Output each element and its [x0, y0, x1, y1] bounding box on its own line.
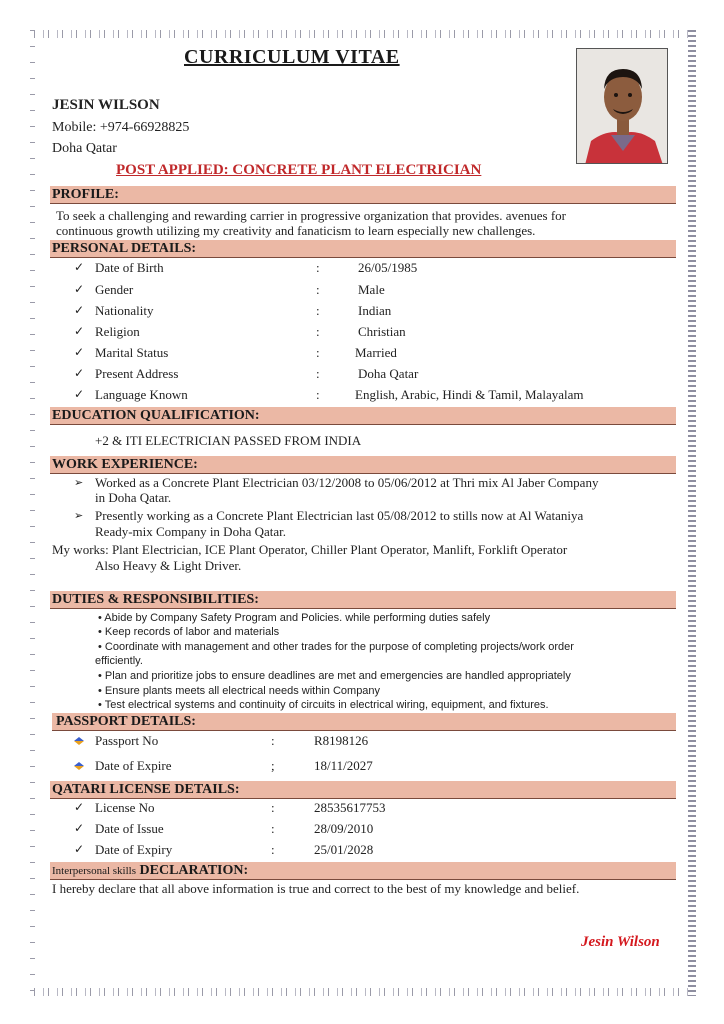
declaration-title: DECLARATION: — [139, 863, 249, 878]
row-colon: : — [271, 821, 275, 836]
personal-row-marital-status — [0, 345, 724, 365]
passport-row-expire — [0, 758, 724, 778]
diamond-bullet-icon — [74, 737, 84, 745]
duty-item: • Test electrical systems and continuity of circuits in electrical wiring, equipment, and fixtures. — [98, 699, 549, 711]
license-row-expiry — [0, 842, 724, 862]
checkmark-icon: ✓ — [74, 260, 85, 274]
row-value: 28535617753 — [314, 800, 386, 815]
checkmark-icon: ✓ — [74, 387, 85, 401]
row-colon: : — [316, 387, 320, 402]
checkmark-icon: ✓ — [74, 366, 85, 380]
row-label: Date of Birth — [95, 260, 164, 275]
row-label: Gender — [95, 282, 134, 297]
row-value: 18/11/2027 — [314, 758, 373, 773]
checkmark-icon: ✓ — [74, 842, 85, 856]
declaration-prefix: Interpersonal skills — [52, 865, 137, 877]
row-colon: : — [271, 842, 275, 857]
profile-line-2: continuous growth utilizing my creativity and fanaticism to learn especially new challenges. — [56, 223, 536, 238]
work-item-1-line-2: in Doha Qatar. — [95, 490, 172, 505]
declaration-text: I hereby declare that all above information is true and correct to the best of my knowledge and belief. — [52, 881, 580, 896]
row-value: R8198126 — [314, 733, 369, 748]
personal-row-dob — [0, 260, 724, 280]
row-label: Date of Issue — [95, 821, 164, 836]
row-colon: : — [316, 260, 320, 275]
section-passport-heading: PASSPORT DETAILS: — [52, 713, 676, 731]
arrow-bullet-icon: ➢ — [74, 509, 84, 522]
row-colon: : — [271, 800, 275, 815]
checkmark-icon: ✓ — [74, 324, 85, 338]
row-value: Indian — [358, 303, 392, 318]
row-colon: : — [316, 303, 320, 318]
checkmark-icon: ✓ — [74, 821, 85, 835]
signature: Jesin Wilson — [581, 934, 660, 950]
duty-item: • Abide by Company Safety Program and Policies. while performing duties safely — [98, 612, 491, 624]
row-label: Date of Expire — [95, 758, 172, 773]
section-duties-heading: DUTIES & RESPONSIBILITIES: — [50, 591, 676, 609]
city: Doha Qatar — [52, 141, 117, 156]
diamond-bullet-icon — [74, 762, 84, 770]
license-row-number — [0, 800, 724, 820]
duty-item-continued: efficiently. — [95, 655, 143, 667]
works-line-2: Also Heavy & Light Driver. — [95, 558, 242, 573]
row-value: Doha Qatar — [358, 366, 419, 381]
works-line-1: My works: Plant Electrician, ICE Plant Operator, Chiller Plant Operator, Manlift, Forklift Operator — [52, 542, 568, 557]
row-value: English, Arabic, Hindi & Tamil, Malayalam — [355, 387, 584, 402]
checkmark-icon: ✓ — [74, 345, 85, 359]
row-colon: ; — [271, 758, 275, 773]
row-colon: : — [316, 324, 320, 339]
checkmark-icon: ✓ — [74, 303, 85, 317]
personal-row-nationality — [0, 303, 724, 323]
personal-row-address — [0, 366, 724, 386]
candidate-name: JESIN WILSON — [52, 97, 160, 113]
row-value: 25/01/2028 — [314, 842, 374, 857]
row-label: Nationality — [95, 303, 154, 318]
section-work-heading: WORK EXPERIENCE: — [50, 456, 676, 474]
checkmark-icon: ✓ — [74, 800, 85, 814]
row-label: Marital Status — [95, 345, 169, 360]
row-value: 28/09/2010 — [314, 821, 374, 836]
row-value: Male — [358, 282, 385, 297]
education-line: +2 & ITI ELECTRICIAN PASSED FROM INDIA — [95, 433, 362, 448]
duty-item: • Ensure plants meets all electrical needs within Company — [98, 685, 381, 697]
profile-line-1: To seek a challenging and rewarding carrier in progressive organization that provides. avenues for — [56, 208, 566, 223]
row-value: Christian — [358, 324, 406, 339]
row-label: Date of Expiry — [95, 842, 173, 857]
row-label: License No — [95, 800, 155, 815]
row-colon: : — [316, 345, 320, 360]
duty-item: • Coordinate with management and other trades for the purpose of completing projects/work order — [98, 641, 574, 653]
work-item-1-line-1: Worked as a Concrete Plant Electrician 03/12/2008 to 05/06/2012 at Thri mix Al Jaber Company — [95, 475, 599, 490]
profile-photo — [576, 48, 668, 164]
personal-row-gender — [0, 282, 724, 302]
row-colon: : — [316, 282, 320, 297]
page-border-top — [34, 30, 692, 38]
personal-row-religion — [0, 324, 724, 344]
row-value: Married — [355, 345, 397, 360]
row-colon: : — [316, 366, 320, 381]
row-label: Present Address — [95, 366, 179, 381]
row-label: Passport No — [95, 733, 159, 748]
row-colon: : — [271, 733, 275, 748]
section-profile-heading: PROFILE: — [50, 186, 676, 204]
section-license-heading: QATARI LICENSE DETAILS: — [50, 781, 676, 799]
post-applied: POST APPLIED: CONCRETE PLANT ELECTRICIAN — [116, 162, 482, 178]
section-declaration-heading — [50, 862, 676, 880]
work-item-2-line-2: Ready-mix Company in Doha Qatar. — [95, 524, 286, 539]
work-item-2-line-1: Presently working as a Concrete Plant Electrician last 05/08/2012 to stills now at Al Wataniya — [95, 508, 584, 523]
license-row-issue — [0, 821, 724, 841]
duty-item: • Keep records of labor and materials — [98, 626, 280, 638]
row-label: Language Known — [95, 387, 188, 402]
passport-row-number — [0, 733, 724, 753]
row-label: Religion — [95, 324, 140, 339]
mobile-number: Mobile: +974-66928825 — [52, 120, 190, 135]
personal-row-languages — [0, 387, 724, 407]
section-education-heading: EDUCATION QUALIFICATION: — [50, 407, 676, 425]
section-personal-heading: PERSONAL DETAILS: — [50, 240, 676, 258]
arrow-bullet-icon: ➢ — [74, 476, 84, 489]
duty-item: • Plan and prioritize jobs to ensure deadlines are met and emergencies are handled appropriately — [98, 670, 571, 682]
checkmark-icon: ✓ — [74, 282, 85, 296]
row-value: 26/05/1985 — [358, 260, 418, 275]
document-title: CURRICULUM VITAE — [184, 46, 400, 68]
page-border-bottom — [34, 988, 692, 996]
